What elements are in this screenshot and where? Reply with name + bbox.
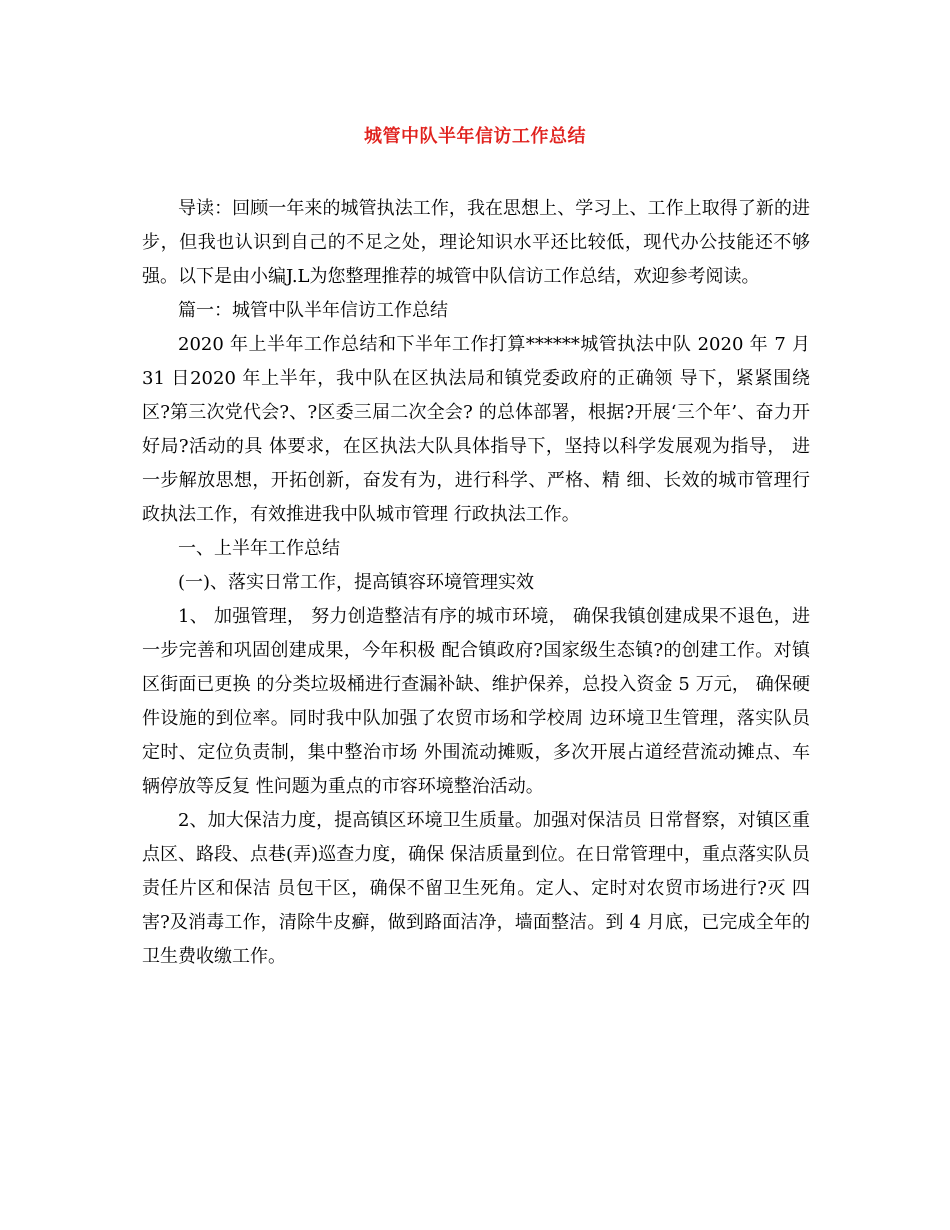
document-body (142, 192, 810, 974)
paragraph-heading-1: 一、上半年工作总结 (178, 538, 340, 559)
paragraph-subheading-1: (一)、落实日常工作，提高镇容环境管理实效 (178, 572, 535, 593)
paragraph-section-heading: 篇一：城管中队半年信访工作总结 (178, 300, 448, 321)
paragraph-item-2: 2、加大保洁力度，提高镇区环境卫生质量。加强对保洁员 日常督察，对镇区重点区、路段、点巷(弄)巡查力度，确保 保洁质量到位。在日常管理中，重点落实队员责任片区和保洁 员包干区，确保不留卫生死角。定人、定时对农贸市场进行?灭 四害?及消毒工作，清除牛皮癣，做到路面洁净，墙面整洁。到 4 月底，已完成全年的卫生费收缴工作。 (142, 810, 810, 967)
document-title: 城管中队半年信访工作总结 (364, 126, 586, 147)
paragraph-item-1: 1、 加强管理， 努力创造整洁有序的城市环境， 确保我镇创建成果不退色，进一步完善和巩固创建成果，今年积极 配合镇政府?国家级生态镇?的创建工作。对镇区街面已更换 的分类垃圾桶进行查漏补缺、维护保养，总投入资金 5 万元， 确保硬件设施的到位率。同时我中队加强了农贸市场和学校周 边环境卫生管理，落实队员定时、定位负责制，集中整治市场 外围流动摊贩，多次开展占道经营流动摊点、车辆停放等反复 性问题为重点的市容环境整治活动。 (142, 606, 810, 797)
paragraph-intro: 导读：回顾一年来的城管执法工作，我在思想上、学习上、工作上取得了新的进步，但我也认识到自己的不足之处，理论知识水平还比较低，现代办公技能还不够强。以下是由小编J.L为您整理推荐的城管中队信访工作总结，欢迎参考阅读。 (142, 198, 810, 287)
paragraph-overview: 2020 年上半年工作总结和下半年工作打算******城管执法中队 2020 年 7 月 31 日2020 年上半年，我中队在区执法局和镇党委政府的正确领 导下，紧紧围绕区?第三次党代会?、?区委三届二次全会? 的总体部署，根据?开展‘三个年’、奋力开好局?活动的具 体要求，在区执法大队具体指导下，坚持以科学发展观为指导， 进一步解放思想，开拓创新，奋发有为，进行科学、严格、精 细、长效的城市管理行政执法工作，有效推进我中队城市管理 行政执法工作。 (142, 334, 810, 525)
